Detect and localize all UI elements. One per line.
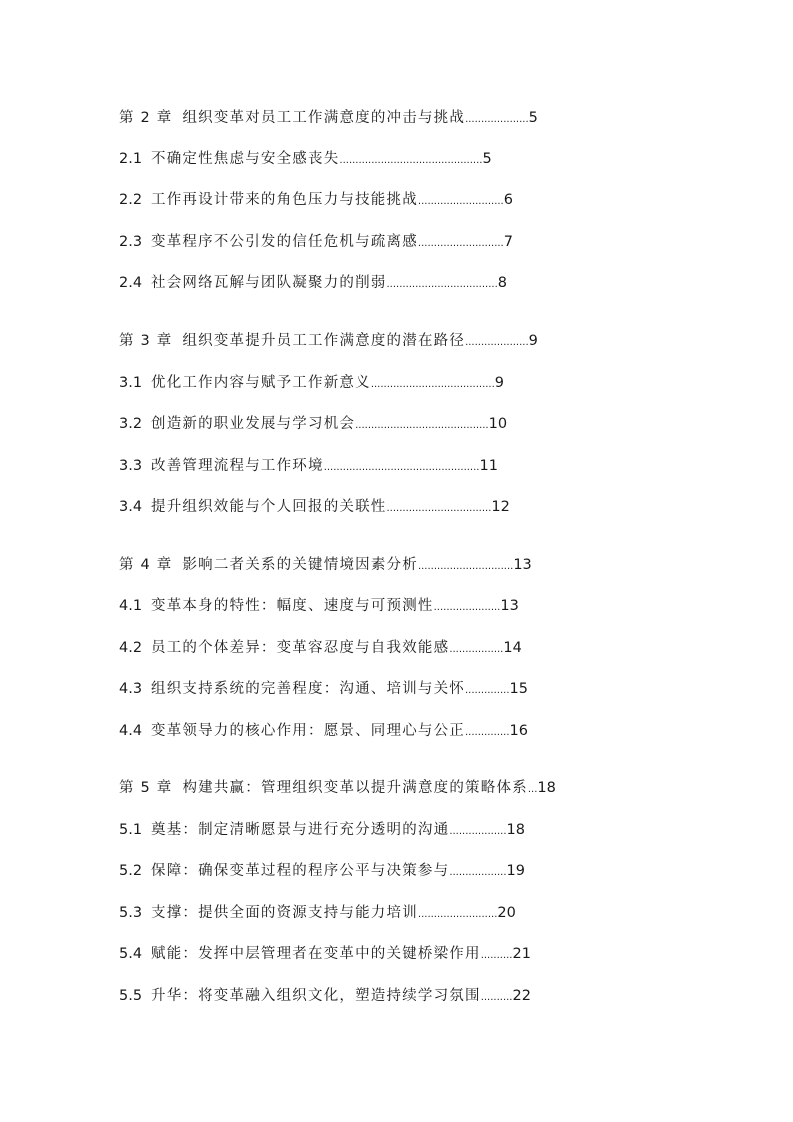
toc-page-number: 14 xyxy=(503,640,522,656)
toc-leader-dots: .......... xyxy=(480,950,513,961)
toc-title: 组织支持系统的完善程度：沟通、培训与关怀 xyxy=(151,681,465,697)
toc-title: 组织变革提升员工工作满意度的潜在路径 xyxy=(182,333,466,349)
toc-leader-dots: ....................................... xyxy=(370,379,495,390)
toc-leader-dots: .............. xyxy=(465,727,510,738)
toc-entry-3-4[interactable] xyxy=(119,496,510,518)
toc-title: 创造新的职业发展与学习机会 xyxy=(151,416,356,432)
toc-leader-dots: ................................. xyxy=(386,503,492,514)
toc-number: 第 4 章 xyxy=(119,557,173,573)
toc-number: 第 5 章 xyxy=(119,780,173,796)
toc-page-number: 22 xyxy=(512,988,531,1004)
toc-number: 2.3 xyxy=(119,234,143,250)
toc-number: 第 3 章 xyxy=(119,333,173,349)
toc-number: 4.4 xyxy=(119,723,143,739)
toc-entry-2-4[interactable] xyxy=(119,272,507,294)
toc-number: 2.2 xyxy=(119,192,143,208)
toc-title: 工作再设计带来的角色压力与技能挑战 xyxy=(151,192,418,208)
toc-leader-dots: .................. xyxy=(449,867,507,878)
toc-entry-3-3[interactable] xyxy=(119,455,498,477)
toc-entry-5-4[interactable] xyxy=(119,943,531,965)
toc-title: 保障：确保变革过程的程序公平与决策参与 xyxy=(151,863,450,879)
toc-leader-dots: .............................. xyxy=(417,561,514,572)
toc-page-number: 8 xyxy=(497,275,507,291)
toc-title: 赋能：发挥中层管理者在变革中的关键桥梁作用 xyxy=(151,946,481,962)
toc-entry-chapter-2[interactable] xyxy=(119,107,538,129)
toc-page-number: 18 xyxy=(506,822,525,838)
toc-number: 2.1 xyxy=(119,151,143,167)
toc-page-number: 9 xyxy=(494,375,505,391)
toc-leader-dots: ..................... xyxy=(433,602,501,613)
toc-entry-2-1[interactable] xyxy=(119,148,492,170)
toc-page-number: 12 xyxy=(491,499,510,515)
toc-page-number: 5 xyxy=(482,151,492,167)
toc-leader-dots: .............. xyxy=(465,685,510,696)
toc-leader-dots: .................. xyxy=(449,826,507,837)
toc-leader-dots: ... xyxy=(527,784,538,795)
toc-page-number: 18 xyxy=(537,780,556,796)
toc-page-number: 5 xyxy=(528,110,538,126)
toc-entry-chapter-3[interactable] xyxy=(119,330,538,352)
toc-title: 员工的个体差异：变革容忍度与自我效能感 xyxy=(151,640,450,656)
toc-number: 3.1 xyxy=(119,375,143,391)
toc-page-number: 21 xyxy=(512,946,531,962)
toc-entry-chapter-4[interactable] xyxy=(119,554,532,576)
toc-leader-dots: ............................................. xyxy=(339,155,483,166)
toc-title: 构建共赢：管理组织变革以提升满意度的策略体系 xyxy=(182,780,528,796)
toc-number: 5.5 xyxy=(119,988,143,1004)
toc-leader-dots: ......................... xyxy=(417,909,498,920)
toc-number: 第 2 章 xyxy=(119,110,173,126)
toc-leader-dots: .................... xyxy=(465,114,529,125)
toc-title: 升华：将变革融入组织文化，塑造持续学习氛围 xyxy=(151,988,481,1004)
toc-title: 社会网络瓦解与团队凝聚力的削弱 xyxy=(151,275,387,291)
toc-number: 5.1 xyxy=(119,822,143,838)
toc-entry-5-3[interactable] xyxy=(119,902,516,924)
toc-number: 5.4 xyxy=(119,946,143,962)
toc-page-number: 16 xyxy=(509,723,528,739)
toc-page-number: 20 xyxy=(497,905,516,921)
toc-title: 变革领导力的核心作用：愿景、同理心与公正 xyxy=(151,723,465,739)
toc-number: 4.2 xyxy=(119,640,143,656)
toc-entry-4-1[interactable] xyxy=(119,595,519,617)
toc-number: 2.4 xyxy=(119,275,143,291)
toc-title: 变革程序不公引发的信任危机与疏离感 xyxy=(151,234,418,250)
toc-number: 4.1 xyxy=(119,598,143,614)
toc-entry-4-4[interactable] xyxy=(119,720,528,742)
toc-number: 4.3 xyxy=(119,681,143,697)
toc-entry-5-2[interactable] xyxy=(119,860,525,882)
toc-number: 3.4 xyxy=(119,499,143,515)
toc-entry-2-3[interactable] xyxy=(119,231,513,253)
toc-number: 5.2 xyxy=(119,863,143,879)
toc-entry-3-2[interactable] xyxy=(119,413,507,435)
toc-number: 3.2 xyxy=(119,416,143,432)
toc-entry-2-2[interactable] xyxy=(119,189,513,211)
toc-title: 优化工作内容与赋予工作新意义 xyxy=(151,375,371,391)
toc-leader-dots: .......................................... xyxy=(355,420,489,431)
toc-page-number: 13 xyxy=(513,557,532,573)
toc-title: 影响二者关系的关键情境因素分析 xyxy=(182,557,418,573)
toc-leader-dots: ................................................. xyxy=(323,462,480,473)
toc-entry-5-1[interactable] xyxy=(119,819,525,841)
toc-page-number: 7 xyxy=(503,234,513,250)
toc-page-number: 19 xyxy=(506,863,525,879)
toc-page-number: 6 xyxy=(503,192,513,208)
toc-title: 组织变革对员工工作满意度的冲击与挑战 xyxy=(182,110,466,126)
toc-title: 改善管理流程与工作环境 xyxy=(151,458,324,474)
toc-page-number: 13 xyxy=(500,598,519,614)
toc-title: 提升组织效能与个人回报的关联性 xyxy=(151,499,387,515)
toc-page-number: 10 xyxy=(488,416,508,432)
toc-number: 5.3 xyxy=(119,905,143,921)
toc-leader-dots: .................... xyxy=(465,337,529,348)
toc-leader-dots: ................................... xyxy=(386,279,498,290)
toc-entry-chapter-5[interactable] xyxy=(119,777,556,799)
toc-title: 奠基：制定清晰愿景与进行充分透明的沟通 xyxy=(151,822,450,838)
toc-entry-4-2[interactable] xyxy=(119,637,522,659)
toc-title: 支撑：提供全面的资源支持与能力培训 xyxy=(151,905,418,921)
toc-leader-dots: ................. xyxy=(449,644,504,655)
toc-page-number: 15 xyxy=(509,681,528,697)
toc-number: 3.3 xyxy=(119,458,143,474)
toc-page-number: 9 xyxy=(528,333,538,349)
toc-entry-5-5[interactable] xyxy=(119,985,531,1007)
toc-title: 变革本身的特性：幅度、速度与可预测性 xyxy=(151,598,434,614)
toc-entry-3-1[interactable] xyxy=(119,372,504,394)
toc-leader-dots: ........................... xyxy=(417,196,504,207)
toc-entry-4-3[interactable] xyxy=(119,678,528,700)
toc-leader-dots: .......... xyxy=(480,992,513,1003)
toc-leader-dots: ........................... xyxy=(417,238,504,249)
toc-page-number: 11 xyxy=(479,458,498,474)
toc-title: 不确定性焦虑与安全感丧失 xyxy=(151,151,340,167)
